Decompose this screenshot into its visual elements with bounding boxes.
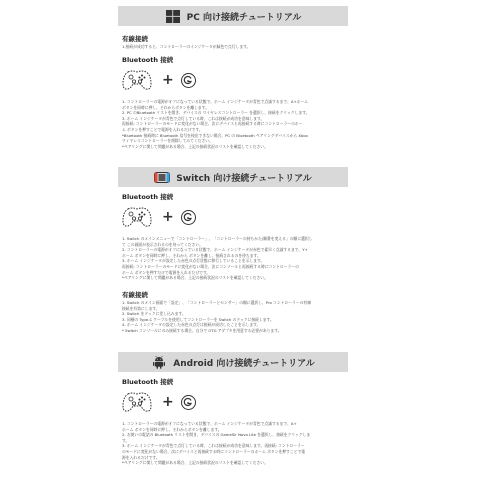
plus-sign: + xyxy=(162,209,174,225)
switch-console-icon xyxy=(154,170,170,184)
switch-wired-text: 1. Switch のメイン画面で「設定」、「コントローラーとセンサー」の順に選択し、Pro コントローラーの有線 接続を有効にします。 2. Switch をドックに差し込みます。 3. 同梱の Type-C ケーブルを使用してコントローラーを Switch のドックに接続します。 4. ホーム インジケータの設定した赤色の点灯は接続が成功したことを示します。 * Switch コンソールにのみ接続する場合、自分で OTG アダプタを用意する必要があります。 xyxy=(122,300,312,333)
gamepad-icon xyxy=(122,391,152,413)
switch-tutorial-title: Switch 向け接続チュートリアル xyxy=(176,173,312,184)
plus-sign: + xyxy=(162,72,174,88)
pc-bluetooth-section xyxy=(122,56,352,149)
switch-bluetooth-heading: Bluetooth 接続 xyxy=(122,193,174,201)
android-icon xyxy=(151,355,167,369)
plus-sign: + xyxy=(162,394,174,410)
gamesir-logo-icon xyxy=(181,210,196,225)
android-bluetooth-heading: Bluetooth 接続 xyxy=(122,378,174,386)
android-bluetooth-section xyxy=(122,378,352,466)
android-tutorial-title: Android 向け接続チュートリアル xyxy=(173,358,315,369)
switch-wired-section xyxy=(122,291,352,334)
pc-tutorial-banner xyxy=(118,6,348,26)
switch-bluetooth-section xyxy=(122,193,352,281)
gamesir-logo-icon xyxy=(181,395,196,410)
switch-bluetooth-text: 1. Switch のメインメニューで「コントローラー」、「コントローラーの持ちかた/順番を変える」の順に選択し て この画面が表示されるのを待ってください。 2. コントローラーの電源がオフになっている状態で、ホーム インジケータが赤色で素早く点滅するまで、Y+ ホーム ボタンを同時に押し、それから ボタンを離し、接続されるのを待ちます。 3. ホーム インジケータが設定した赤色の点灯状態に移行していることを示します。 再接続: コントローラーのモードに変化がない場合、次にコンソールと再接続する時にコントローラーの ホーム ボタンを押すだけで電源を入れるだけです。 *ペアリングに関して問題がある場合、上記の接続状況のリストを確認してください。 xyxy=(122,236,313,281)
pc-wired-section xyxy=(122,35,352,50)
android-tutorial-banner xyxy=(118,352,348,372)
android-bluetooth-text: 1. コントローラーの電源がオフになっている状態で、ホーム インジケータが青色で点滅するまで、A+ ホーム ボタンを同時に押し、それからボタンを離します。 2. お使いの電話の Bluetooth リストを開き、デバイスの GameSir Nova Lite を選択し、接続をクリックしま す。 3. ホーム インジケータが青色で点灯している時、これは接続が成功を意味します。再接続: コントローラー のモードに変化がない場合、次にデバイスと再接続する時にコントローラーのホーム ボタンを押すことで電 源を入れるだけです。 *ペアリングに関して問題がある場合、上記の接続状況のリストを確認してください。 xyxy=(122,421,311,466)
pc-wired-text: 1.接続が成功すると、コントローラーのインジケータが緑色で点灯します。 xyxy=(122,44,251,49)
gamepad-icon xyxy=(122,69,152,91)
gamesir-logo-icon xyxy=(181,73,196,88)
android-device-row xyxy=(122,389,352,415)
pc-bluetooth-heading: Bluetooth 接続 xyxy=(122,56,174,64)
pc-device-row xyxy=(122,67,352,93)
gamepad-icon xyxy=(122,206,152,228)
windows-icon xyxy=(165,9,181,23)
switch-tutorial-banner xyxy=(118,167,348,187)
pc-bluetooth-text: 1. コントローラーの電源がオフになっている状態で、ホーム インジケータが青色で点滅するまで、A+ホーム ボタンを同時に押し、それからボタンを離します。 2. PC のBluetooth リストを開き、デバイスの ワイヤレスコントローラー を選択し、接続をクリックします。 3. ホーム インジケータが青色で点灯している時、これは接続が成功を意味します。 再接続: コントローラーのモードに変化がない場合、次にデバイスと再接続する時にコントローラーのホー ム ボタンを押すことで電源を入れるだけです。 *Bluetooth 接続時に Bluetooth 信号を検出できない場合、PC の Bluetooth ペアリングデバイスから Xbox ワイヤレスコントローラーを削除してみてください。 *ペアリングに関して問題がある場合、上記の接続状況のリストを確認してください。 xyxy=(122,99,310,149)
switch-wired-heading: 有線接続 xyxy=(122,291,148,299)
switch-device-row xyxy=(122,204,352,230)
pc-tutorial-title: PC 向け接続チュートリアル xyxy=(186,12,302,23)
pc-wired-heading: 有線接続 xyxy=(122,35,148,43)
